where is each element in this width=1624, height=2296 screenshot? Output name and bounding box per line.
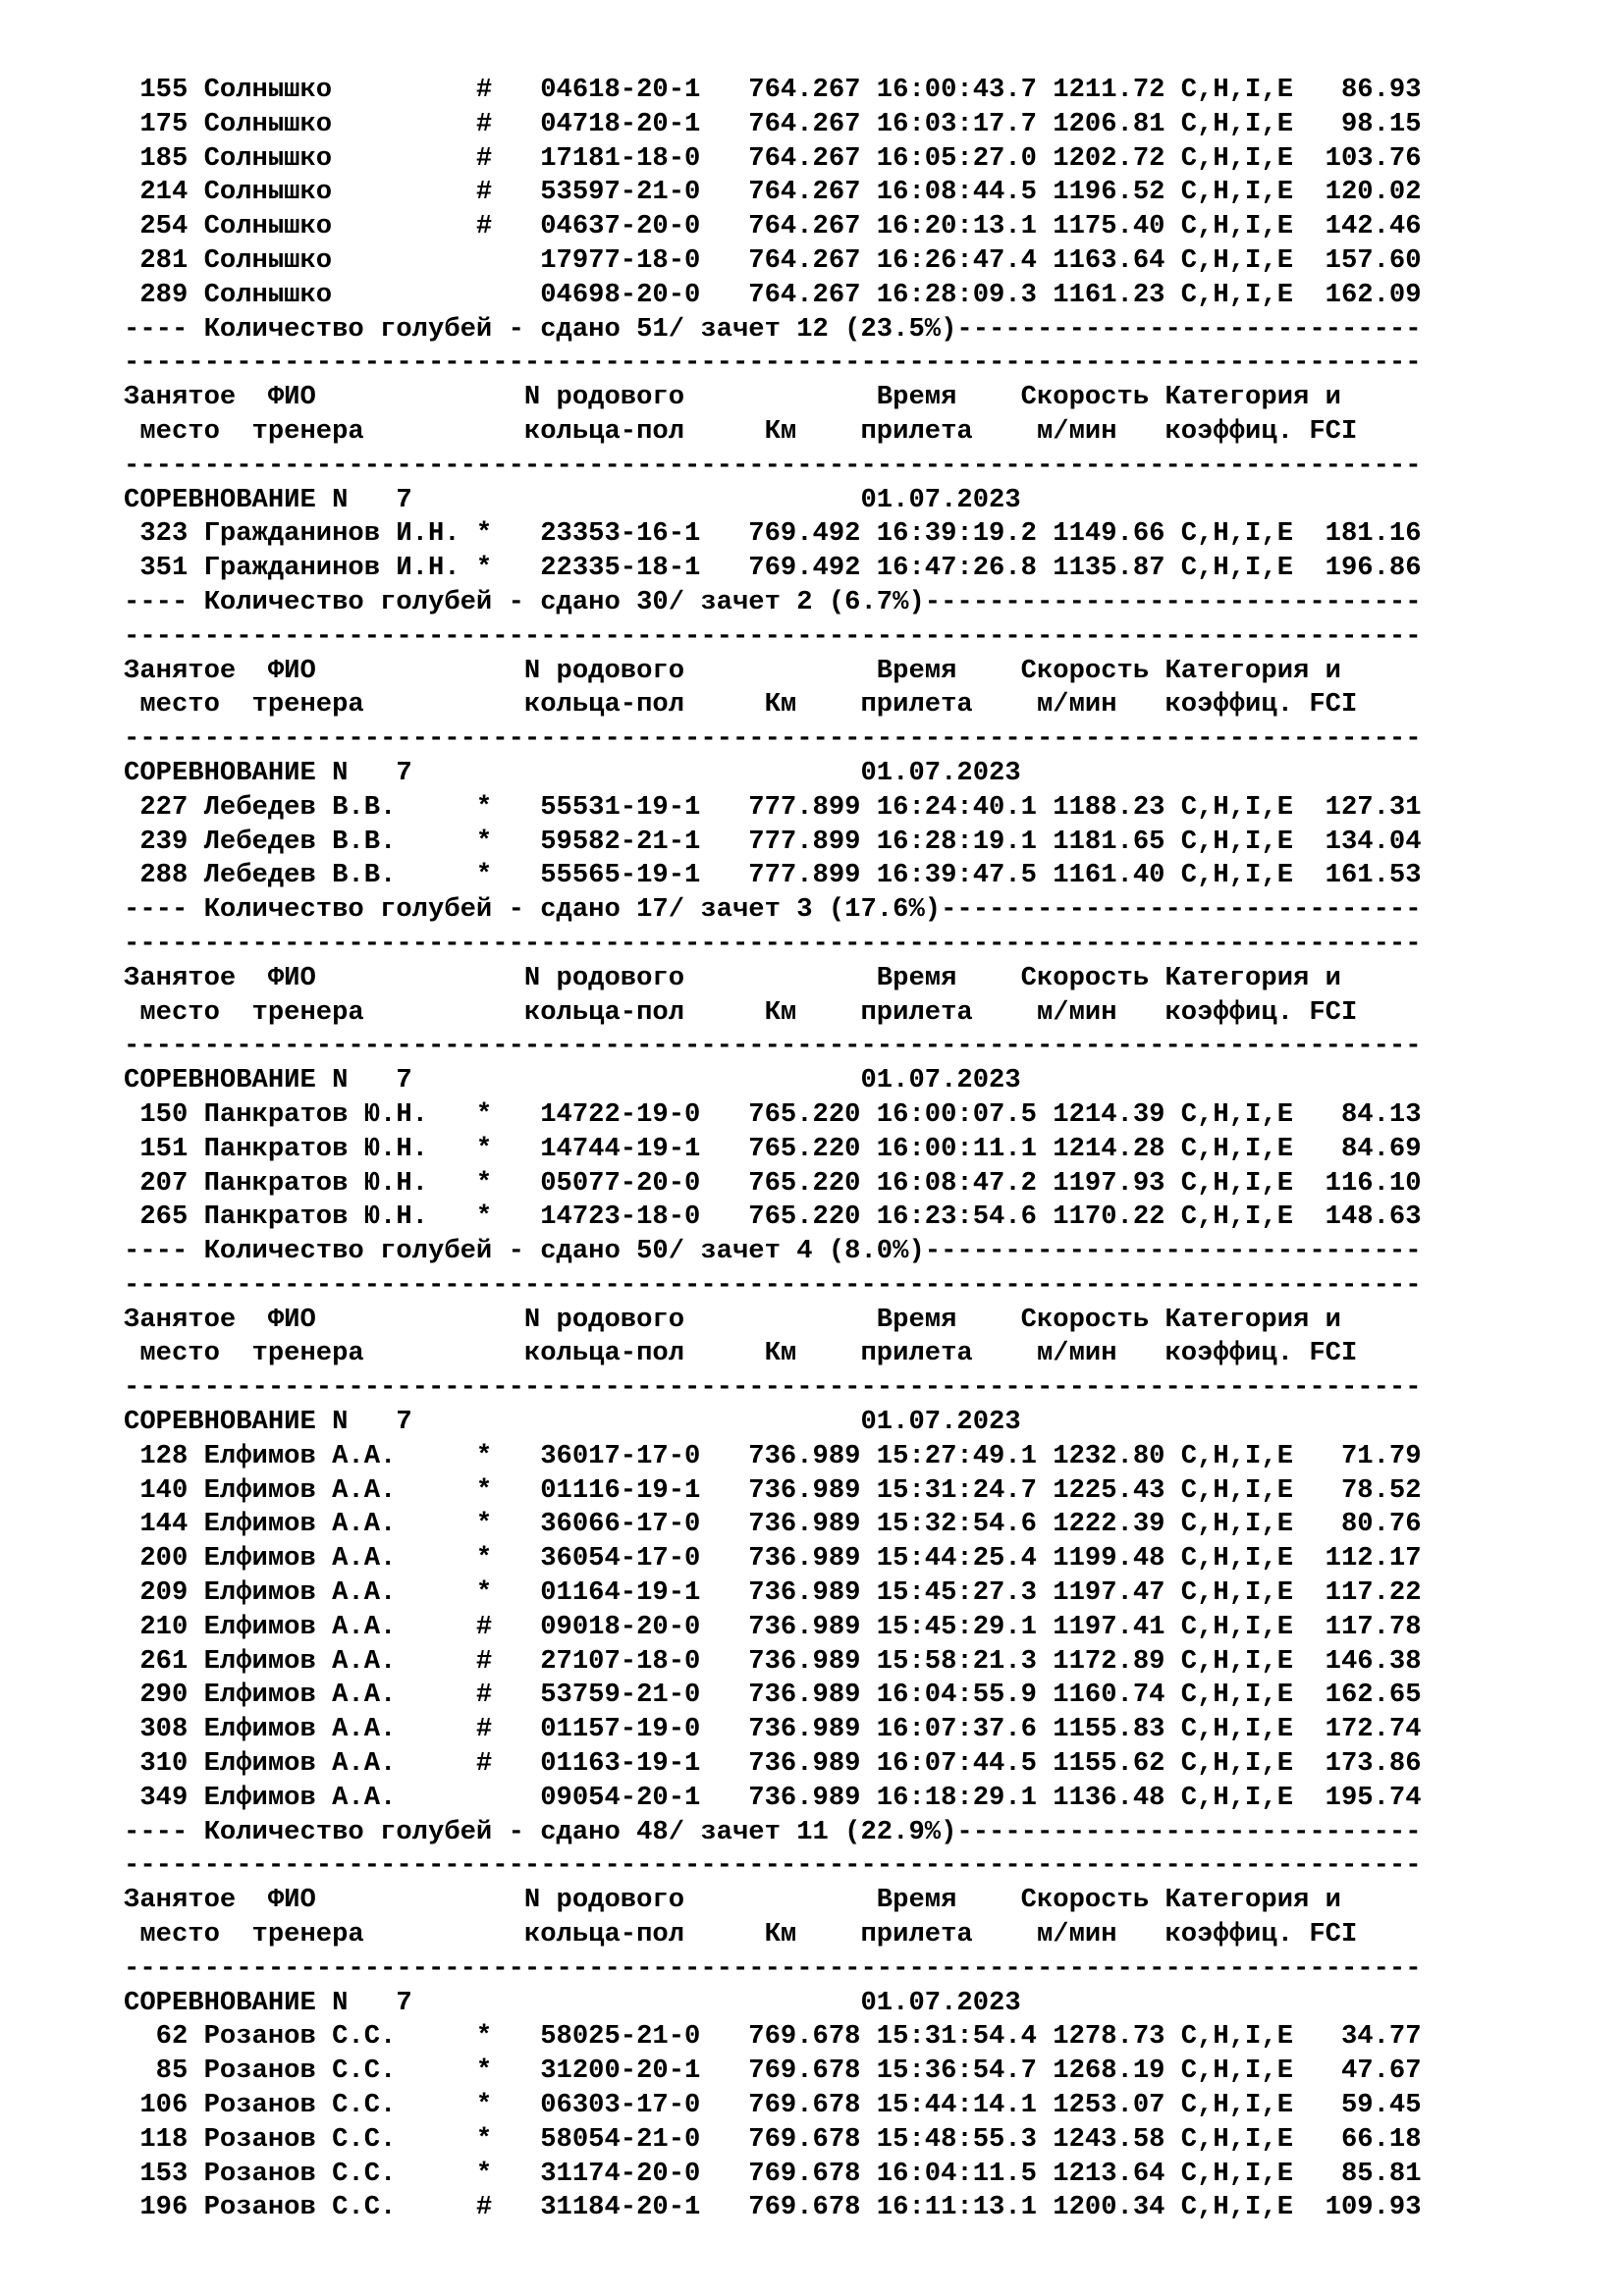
column-header: место тренера кольца-пол Км прилета м/мин коэффиц. FCI (124, 996, 1358, 1028)
result-row: 239 Лебедев В.В. * 59582-21-1 777.899 16:28:19.1 1181.65 C,H,I,E 134.04 (124, 826, 1422, 857)
summary-line: ---- Количество голубей - сдано 51/ зачет 12 (23.5%)----------------------------- (124, 313, 1422, 345)
competition-header: СОРЕВНОВАНИЕ N 7 01.07.2023 (124, 757, 1021, 788)
column-header: место тренера кольца-пол Км прилета м/мин коэффиц. FCI (124, 1338, 1358, 1369)
result-row: 153 Розанов С.С. * 31174-20-0 769.678 16:04:11.5 1213.64 C,H,I,E 85.81 (124, 2158, 1422, 2189)
separator-line: --------------------------------------------------------------------------------- (124, 723, 1422, 755)
separator-line: --------------------------------------------------------------------------------- (124, 928, 1422, 959)
competition-header: СОРЕВНОВАНИЕ N 7 01.07.2023 (124, 484, 1021, 515)
result-row: 289 Солнышко 04698-20-0 764.267 16:28:09.3 1161.23 C,H,I,E 162.09 (124, 279, 1422, 310)
result-row: 144 Елфимов А.А. * 36066-17-0 736.989 15:32:54.6 1222.39 C,H,I,E 80.76 (124, 1509, 1422, 1540)
result-row: 227 Лебедев В.В. * 55531-19-1 777.899 16:24:40.1 1188.23 C,H,I,E 127.31 (124, 791, 1422, 823)
result-row: 290 Елфимов А.А. # 53759-21-0 736.989 16:04:55.9 1160.74 C,H,I,E 162.65 (124, 1680, 1422, 1711)
result-row: 210 Елфимов А.А. # 09018-20-0 736.989 15:45:29.1 1197.41 C,H,I,E 117.78 (124, 1611, 1422, 1642)
result-row: 349 Елфимов А.А. 09054-20-1 736.989 16:18:29.1 1136.48 C,H,I,E 195.74 (124, 1782, 1422, 1813)
competition-header: СОРЕВНОВАНИЕ N 7 01.07.2023 (124, 1987, 1021, 2018)
separator-line: --------------------------------------------------------------------------------- (124, 1850, 1422, 1882)
separator-line: --------------------------------------------------------------------------------- (124, 347, 1422, 379)
column-header: Занятое ФИО N родового Время Скорость Категория и (124, 382, 1341, 413)
result-row: 62 Розанов С.С. * 58025-21-0 769.678 15:31:54.4 1278.73 C,H,I,E 34.77 (124, 2021, 1422, 2053)
result-row: 323 Гражданинов И.Н. * 23353-16-1 769.492 16:39:19.2 1149.66 C,H,I,E 181.16 (124, 518, 1422, 550)
column-header: Занятое ФИО N родового Время Скорость Категория и (124, 1885, 1341, 1916)
column-header: место тренера кольца-пол Км прилета м/мин коэффиц. FCI (124, 689, 1358, 721)
result-row: 207 Панкратов Ю.Н. * 05077-20-0 765.220 16:08:47.2 1197.93 C,H,I,E 116.10 (124, 1167, 1422, 1199)
separator-line: --------------------------------------------------------------------------------- (124, 1372, 1422, 1404)
result-row: 351 Гражданинов И.Н. * 22335-18-1 769.492 16:47:26.8 1135.87 C,H,I,E 196.86 (124, 553, 1422, 584)
result-row: 106 Розанов С.С. * 06303-17-0 769.678 15:44:14.1 1253.07 C,H,I,E 59.45 (124, 2090, 1422, 2121)
summary-line: ---- Количество голубей - сдано 17/ зачет 3 (17.6%)------------------------------ (124, 894, 1422, 926)
summary-line: ---- Количество голубей - сдано 30/ зачет 2 (6.7%)------------------------------- (124, 586, 1422, 617)
results-listing (124, 74, 1422, 2225)
competition-header: СОРЕВНОВАНИЕ N 7 01.07.2023 (124, 1065, 1021, 1096)
separator-line: --------------------------------------------------------------------------------- (124, 1269, 1422, 1301)
result-row: 265 Панкратов Ю.Н. * 14723-18-0 765.220 16:23:54.6 1170.22 C,H,I,E 148.63 (124, 1201, 1422, 1233)
separator-line: --------------------------------------------------------------------------------- (124, 450, 1422, 481)
result-row: 155 Солнышко # 04618-20-1 764.267 16:00:43.7 1211.72 C,H,I,E 86.93 (124, 75, 1422, 105)
result-row: 310 Елфимов А.А. # 01163-19-1 736.989 16:07:44.5 1155.62 C,H,I,E 173.86 (124, 1748, 1422, 1780)
result-row: 261 Елфимов А.А. # 27107-18-0 736.989 15:58:21.3 1172.89 C,H,I,E 146.38 (124, 1645, 1422, 1677)
result-row: 150 Панкратов Ю.Н. * 14722-19-0 765.220 16:00:07.5 1214.39 C,H,I,E 84.13 (124, 1098, 1422, 1130)
result-row: 140 Елфимов А.А. * 01116-19-1 736.989 15:31:24.7 1225.43 C,H,I,E 78.52 (124, 1474, 1422, 1506)
separator-line: --------------------------------------------------------------------------------- (124, 620, 1422, 652)
result-row: 118 Розанов С.С. * 58054-21-0 769.678 15:48:55.3 1243.58 C,H,I,E 66.18 (124, 2123, 1422, 2155)
summary-line: ---- Количество голубей - сдано 48/ зачет 11 (22.9%)----------------------------- (124, 1816, 1422, 1847)
result-row: 200 Елфимов А.А. * 36054-17-0 736.989 15:44:25.4 1199.48 C,H,I,E 112.17 (124, 1543, 1422, 1575)
result-row: 308 Елфимов А.А. # 01157-19-0 736.989 16:07:37.6 1155.83 C,H,I,E 172.74 (124, 1714, 1422, 1745)
column-header: Занятое ФИО N родового Время Скорость Категория и (124, 1304, 1341, 1335)
separator-line: --------------------------------------------------------------------------------- (124, 1031, 1422, 1062)
result-row: 185 Солнышко # 17181-18-0 764.267 16:05:27.0 1202.72 C,H,I,E 103.76 (124, 142, 1422, 174)
column-header: Занятое ФИО N родового Время Скорость Категория и (124, 962, 1341, 993)
column-header: Занятое ФИО N родового Время Скорость Категория и (124, 655, 1341, 686)
result-row: 254 Солнышко # 04637-20-0 764.267 16:20:13.1 1175.40 C,H,I,E 142.46 (124, 211, 1422, 242)
result-row: 128 Елфимов А.А. * 36017-17-0 736.989 15:27:49.1 1232.80 C,H,I,E 71.79 (124, 1440, 1422, 1471)
result-row: 175 Солнышко # 04718-20-1 764.267 16:03:17.7 1206.81 C,H,I,E 98.15 (124, 108, 1422, 139)
result-row: 209 Елфимов А.А. * 01164-19-1 736.989 15:45:27.3 1197.47 C,H,I,E 117.22 (124, 1577, 1422, 1609)
result-row: 85 Розанов С.С. * 31200-20-1 769.678 15:36:54.7 1268.19 C,H,I,E 47.67 (124, 2056, 1422, 2087)
result-row: 281 Солнышко 17977-18-0 764.267 16:26:47.4 1163.64 C,H,I,E 157.60 (124, 244, 1422, 276)
result-row: 151 Панкратов Ю.Н. * 14744-19-1 765.220 16:00:11.1 1214.28 C,H,I,E 84.69 (124, 1133, 1422, 1164)
summary-line: ---- Количество голубей - сдано 50/ зачет 4 (8.0%)------------------------------- (124, 1236, 1422, 1267)
column-header: место тренера кольца-пол Км прилета м/мин коэффиц. FCI (124, 415, 1358, 447)
separator-line: --------------------------------------------------------------------------------- (124, 1952, 1422, 1984)
result-row: 214 Солнышко # 53597-21-0 764.267 16:08:44.5 1196.52 C,H,I,E 120.02 (124, 177, 1422, 208)
result-row: 288 Лебедев В.В. * 55565-19-1 777.899 16:39:47.5 1161.40 C,H,I,E 161.53 (124, 860, 1422, 891)
column-header: место тренера кольца-пол Км прилета м/мин коэффиц. FCI (124, 1919, 1358, 1950)
result-row: 196 Розанов С.С. # 31184-20-1 769.678 16:11:13.1 1200.34 C,H,I,E 109.93 (124, 2192, 1422, 2223)
competition-header: СОРЕВНОВАНИЕ N 7 01.07.2023 (124, 1407, 1021, 1438)
